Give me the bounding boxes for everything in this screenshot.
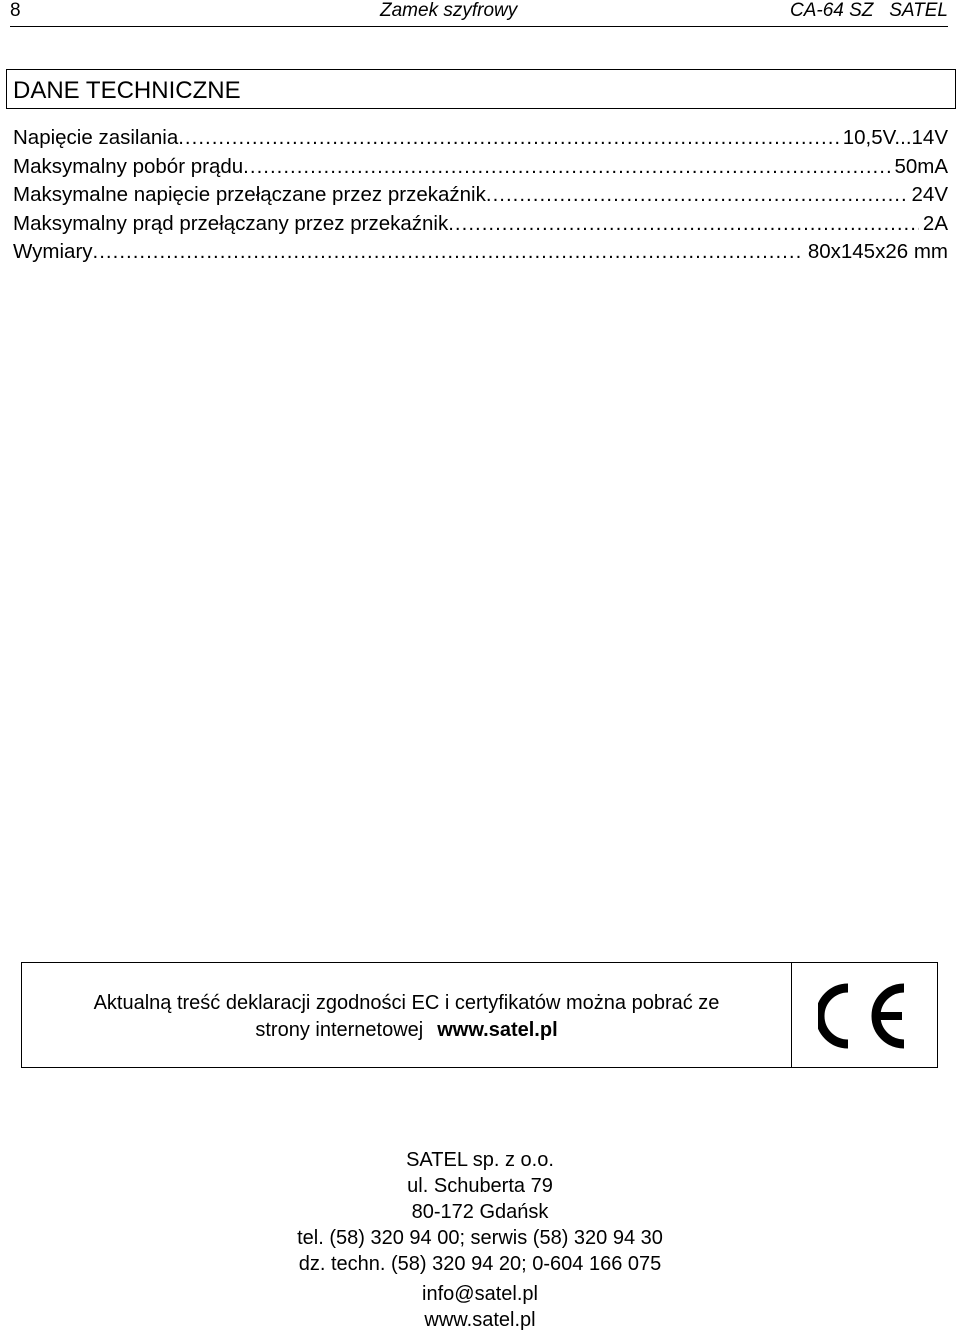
spec-label: Wymiary: [13, 240, 93, 263]
declaration-text: [21, 962, 792, 1068]
declaration-line-1: Aktualną treść deklaracji zgodności EC i certyfikatów można pobrać ze: [93, 992, 720, 1014]
declaration-url-link[interactable]: www.satel.pl: [437, 1019, 558, 1041]
company-name: SATEL sp. z o.o.: [406, 1149, 554, 1171]
spec-label: Maksymalny pobór prądu: [13, 154, 244, 178]
declaration-box: [21, 962, 938, 1068]
leader-dots: [448, 210, 919, 239]
spec-label: Maksymalny prąd przełączany przez przekaźnik: [13, 211, 449, 235]
page-number: 8: [10, 0, 21, 21]
section-title-box: [6, 69, 956, 109]
spec-label: Napięcie zasilania: [13, 126, 179, 149]
spec-row: [13, 181, 948, 210]
company-city: 80-172 Gdańsk: [411, 1201, 549, 1223]
company-address-block: [180, 1147, 780, 1333]
page-header: [10, 0, 948, 27]
declaration-line-2: [22, 1017, 791, 1044]
spec-value: 80x145x26 mm: [807, 240, 948, 263]
spec-value: 10,5V...14V: [842, 126, 948, 149]
spec-row: [13, 210, 948, 239]
leader-dots: [93, 238, 804, 267]
spec-label: Maksymalne napięcie przełączane przez przekaźnik: [13, 183, 486, 206]
spec-row: [13, 238, 948, 267]
header-document: CA-64 SZ SATEL: [789, 0, 948, 21]
header-title: Zamek szyfrowy: [380, 0, 518, 21]
declaration-line-2-text: strony internetowej: [255, 1019, 424, 1041]
leader-dots: [243, 153, 894, 182]
company-phone: tel. (58) 320 94 00; serwis (58) 320 94 30: [297, 1227, 663, 1249]
company-email-link[interactable]: info@satel.pl: [422, 1283, 538, 1305]
spec-value: 24V: [911, 183, 948, 206]
technical-specs-list: [13, 124, 948, 267]
company-tech-phone: dz. techn. (58) 320 94 20; 0-604 166 075: [298, 1253, 662, 1275]
spec-row: [13, 124, 948, 153]
company-street: ul. Schuberta 79: [407, 1175, 553, 1197]
ce-mark-cell: [792, 962, 938, 1068]
leader-dots: [486, 181, 908, 210]
section-title: DANE TECHNICZNE: [13, 77, 241, 104]
spec-value: 2A: [922, 211, 948, 235]
leader-dots: [178, 124, 839, 153]
company-website-link[interactable]: www.satel.pl: [424, 1309, 536, 1331]
ce-mark-icon: [818, 983, 910, 1049]
spec-row: [13, 153, 948, 182]
spec-value: 50mA: [894, 154, 948, 178]
